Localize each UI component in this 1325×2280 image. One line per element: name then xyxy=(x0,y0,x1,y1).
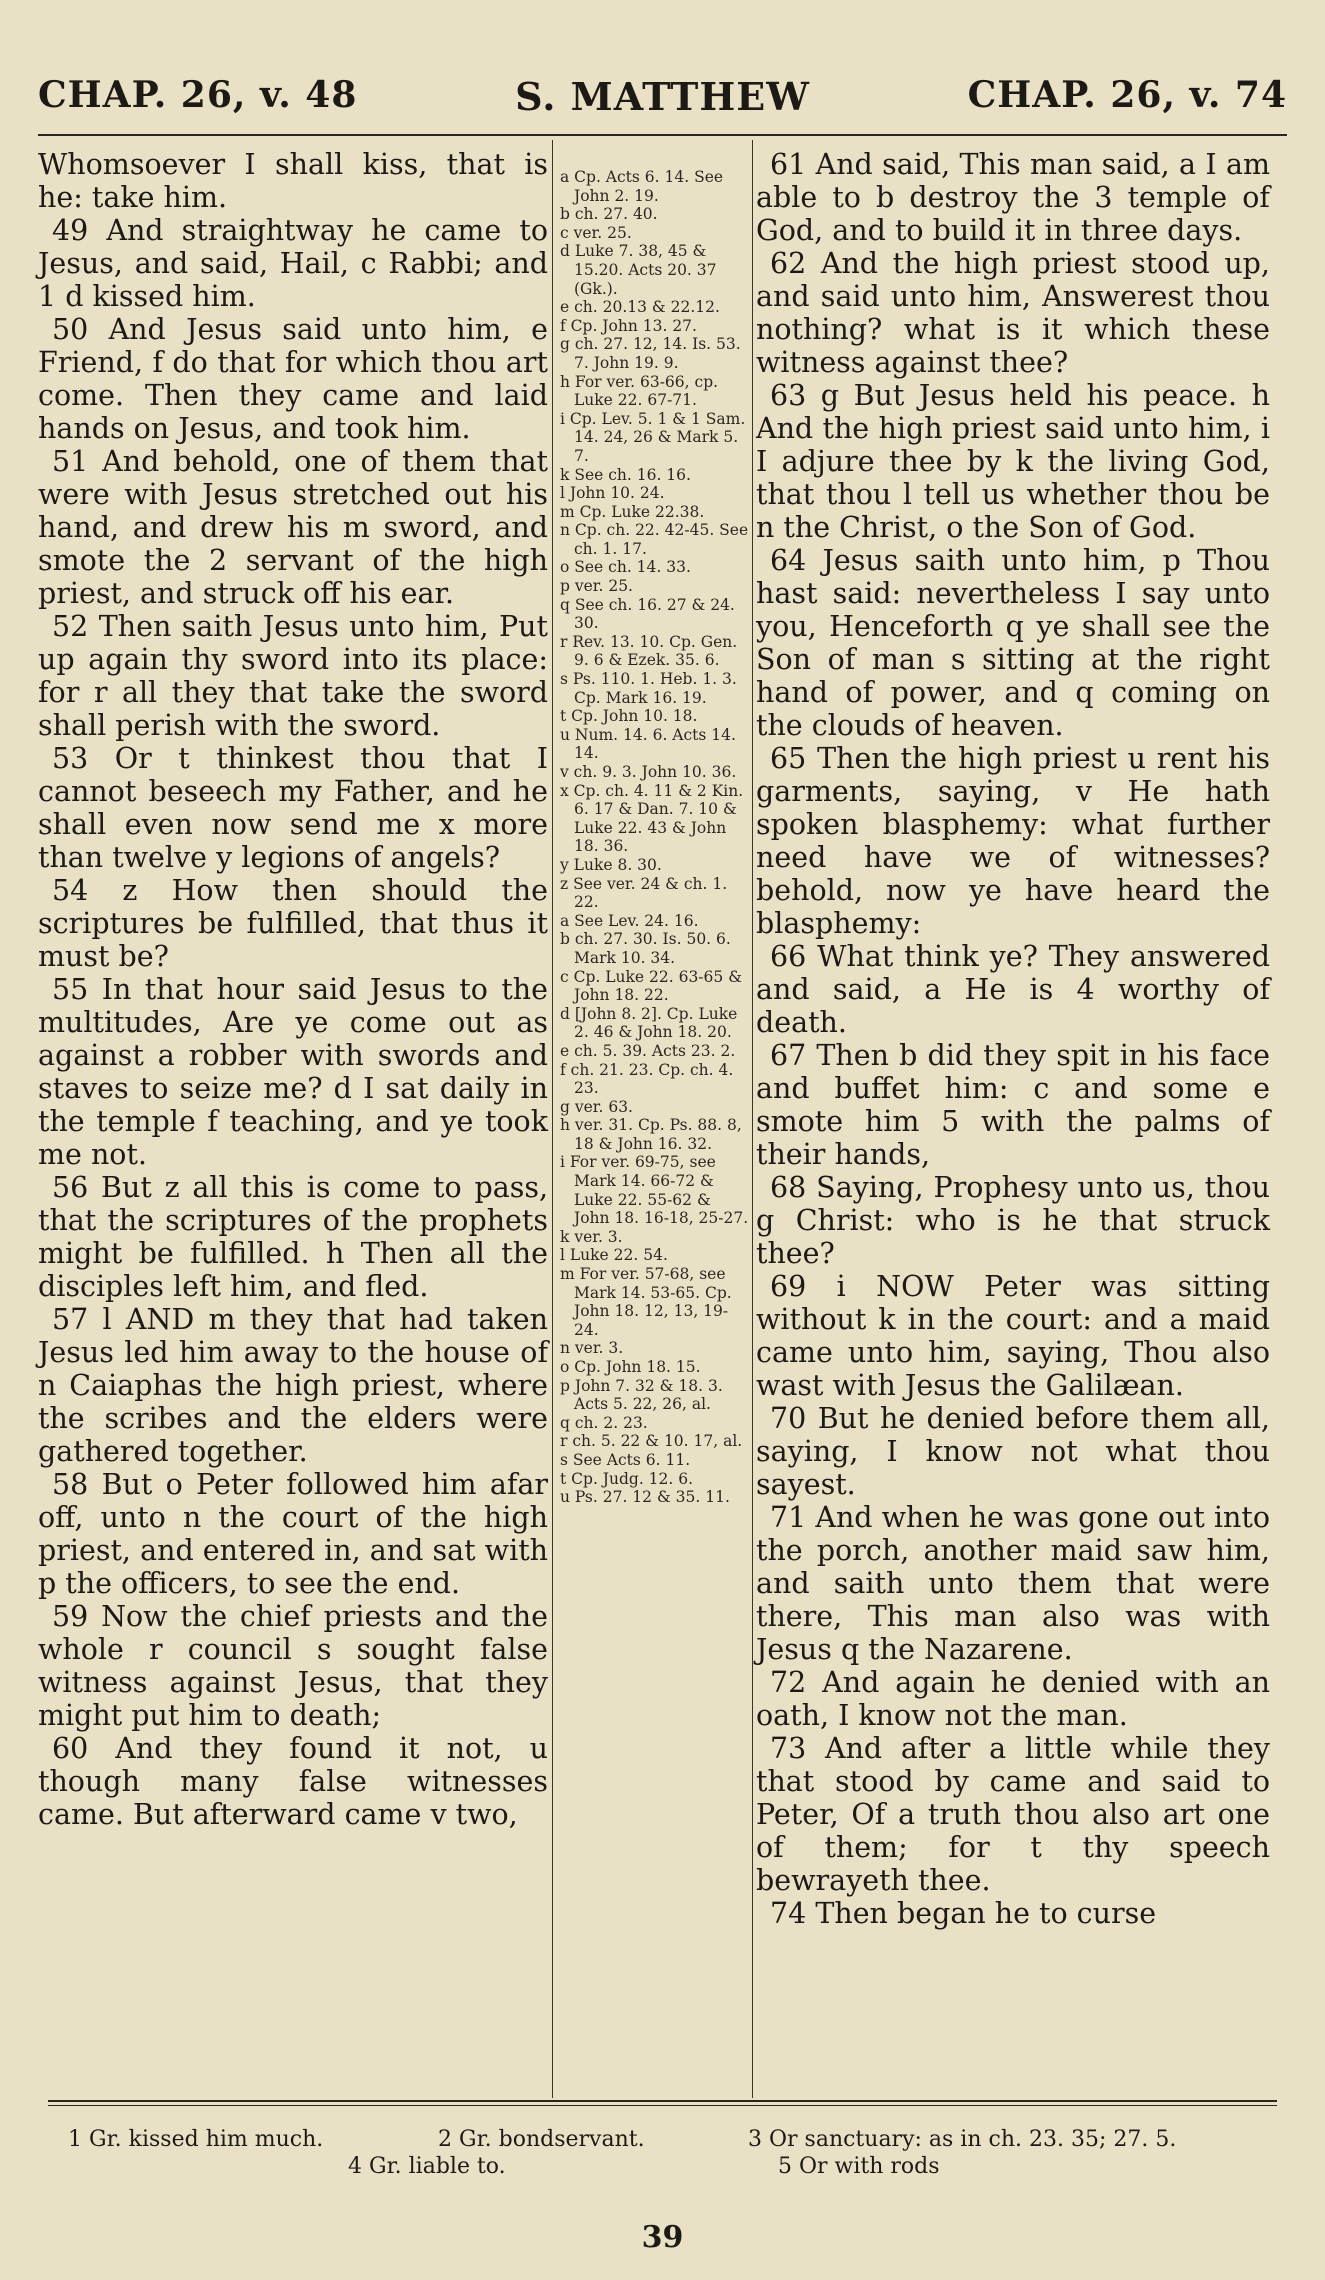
verse: 61 And said, This man said, a I am able to b destroy the 3 temple of God, and to build it in three days. xyxy=(756,148,1270,247)
cross-reference: r Rev. 13. 10. Cp. Gen. 9. 6 & Ezek. 35. 6. xyxy=(560,632,738,670)
left-text-column xyxy=(38,148,548,1831)
cross-reference: t Cp. Judg. 12. 6. xyxy=(560,1469,694,1488)
cross-reference: k ver. 3. xyxy=(560,1227,623,1246)
verse: 68 Saying, Prophesy unto us, thou g Christ: who is he that struck thee? xyxy=(756,1171,1270,1270)
verse: 56 But z all this is come to pass, that the scriptures of the prophets might be fulfilled. h Then all the disciples left him, and fled. xyxy=(38,1171,548,1303)
verse: 66 What think ye? They answered and said, a He is 4 worthy of death. xyxy=(756,940,1270,1039)
footnote-rule xyxy=(48,2100,1277,2102)
cross-reference: q ch. 2. 23. xyxy=(560,1413,648,1432)
cross-reference: m For ver. 57-68, see Mark 14. 53-65. Cp. John 18. 12, 13, 19-24. xyxy=(560,1265,732,1339)
verse: 54 z How then should the scriptures be fulfilled, that thus it must be? xyxy=(38,874,548,973)
cross-reference: z See ver. 24 & ch. 1. 22. xyxy=(560,874,728,912)
footnote: 4 Gr. liable to. xyxy=(348,2154,506,2179)
verse: 64 Jesus saith unto him, p Thou hast said: nevertheless I say unto you, Henceforth q ye shall see the Son of man s sitting at the right hand of power, and q coming on the clouds of heaven. xyxy=(756,544,1270,742)
verse: 67 Then b did they spit in his face and buffet him: c and some e smote him 5 with the palms of their hands, xyxy=(756,1039,1270,1171)
cross-references-column xyxy=(560,168,750,1507)
cross-reference: c Cp. Luke 22. 63-65 & John 18. 22. xyxy=(560,967,742,1005)
footnote: 1 Gr. kissed him much. xyxy=(68,2127,324,2152)
header-right: CHAP. 26, v. 74 xyxy=(967,74,1287,116)
verse: Whomsoever I shall kiss, that is he: take him. xyxy=(38,148,548,214)
verse: 58 But o Peter followed him afar off, unto n the court of the high priest, and entered in, and sat with p the officers, to see the end. xyxy=(38,1468,548,1600)
cross-reference: s Ps. 110. 1. Heb. 1. 3. Cp. Mark 16. 19. xyxy=(560,670,737,707)
verse: 71 And when he was gone out into the porch, another maid saw him, and saith unto them that were there, This man also was with Jesus q the Nazarene. xyxy=(756,1501,1270,1666)
cross-reference: g ver. 63. xyxy=(560,1097,633,1116)
cross-reference: a Cp. Acts 6. 14. See John 2. 19. xyxy=(560,168,724,205)
cross-reference: d Luke 7. 38, 45 & 15.20. Acts 20. 37 (Gk.). xyxy=(560,242,717,298)
cross-reference: x Cp. ch. 4. 11 & 2 Kin. 6. 17 & Dan. 7. 10 & Luke 22. 43 & John 18. 36. xyxy=(560,781,744,856)
cross-reference: h For ver. 63-66, cp. Luke 22. 67-71. xyxy=(560,372,719,410)
header-left: CHAP. 26, v. 48 xyxy=(38,74,358,116)
verse: 53 Or t thinkest thou that I cannot beseech my Father, and he shall even now send me x more than twelve y legions of angels? xyxy=(38,742,548,874)
header-rule xyxy=(38,134,1287,136)
column-divider-left xyxy=(552,140,553,2098)
cross-reference: o See ch. 14. 33. xyxy=(560,558,691,577)
verse: 55 In that hour said Jesus to the multitudes, Are ye come out as against a robber with swords and staves to seize me? d I sat daily in the temple f teaching, and ye took me not. xyxy=(38,973,548,1171)
verse: 63 g But Jesus held his peace. h And the high priest said unto him, i I adjure thee by k the living God, that thou l tell us whether thou be n the Christ, o the Son of God. xyxy=(756,379,1270,544)
cross-reference: n ver. 3. xyxy=(560,1339,624,1358)
footnote: 3 Or sanctuary: as in ch. 23. 35; 27. 5. xyxy=(748,2127,1177,2152)
cross-reference: l Luke 22. 54. xyxy=(560,1246,668,1265)
cross-reference: v ch. 9. 3. John 10. 36. xyxy=(560,763,737,781)
cross-reference: f ch. 21. 23. Cp. ch. 4. 23. xyxy=(560,1060,734,1098)
verse: 57 l AND m they that had taken Jesus led him away to the house of n Caiaphas the high priest, where the scribes and the elders were gathered together. xyxy=(38,1303,548,1468)
verse: 62 And the high priest stood up, and said unto him, Answerest thou nothing? what is it which these witness against thee? xyxy=(756,247,1270,379)
verse: 60 And they found it not, u though many false witnesses came. But afterward came v two, xyxy=(38,1732,548,1831)
footnote-rule-thin xyxy=(48,2105,1277,2106)
cross-reference: h ver. 31. Cp. Ps. 88. 8, 18 & John 16. 32. xyxy=(560,1116,742,1153)
verse: 69 i NOW Peter was sitting without k in the court: and a maid came unto him, saying, Thou also wast with Jesus the Galilæan. xyxy=(756,1270,1270,1402)
cross-reference: a See Lev. 24. 16. xyxy=(560,911,699,930)
cross-reference: s See Acts 6. 11. xyxy=(560,1450,691,1469)
cross-reference: u Num. 14. 6. Acts 14. 14. xyxy=(560,725,736,763)
cross-reference: g ch. 27. 12, 14. Is. 53. 7. John 19. 9. xyxy=(560,335,741,372)
right-text-column xyxy=(756,148,1270,1930)
cross-reference: e ch. 5. 39. Acts 23. 2. xyxy=(560,1041,736,1060)
cross-reference: d [John 8. 2]. Cp. Luke 2. 46 & John 18. 20. xyxy=(560,1004,738,1042)
cross-reference: b ch. 27. 30. Is. 50. 6. Mark 10. 34. xyxy=(560,930,731,967)
cross-reference: r ch. 5. 22 & 10. 17, al. xyxy=(560,1432,743,1451)
cross-reference: o Cp. John 18. 15. xyxy=(560,1358,701,1376)
column-divider-right xyxy=(752,140,753,2098)
cross-reference: t Cp. John 10. 18. xyxy=(560,707,698,726)
verse: 52 Then saith Jesus unto him, Put up again thy sword into its place: for r all they that take the sword shall perish with the sword. xyxy=(38,610,548,742)
cross-reference: b ch. 27. 40. xyxy=(560,205,658,224)
header-book-title: S. MATTHEW xyxy=(515,74,810,119)
verse: 72 And again he denied with an oath, I know not the man. xyxy=(756,1666,1270,1732)
cross-reference: q See ch. 16. 27 & 24. 30. xyxy=(560,595,735,633)
footnote: 5 Or with rods xyxy=(778,2154,940,2179)
page-number: 39 xyxy=(641,2220,684,2255)
verse: 49 And straightway he came to Jesus, and said, Hail, c Rabbi; and 1 d kissed him. xyxy=(38,214,548,313)
cross-reference: p John 7. 32 & 18. 3. Acts 5. 22, 26, al. xyxy=(560,1376,723,1414)
cross-reference: c ver. 25. xyxy=(560,223,632,242)
verse: 70 But he denied before them all, saying, I know not what thou sayest. xyxy=(756,1402,1270,1501)
cross-reference: i Cp. Lev. 5. 1 & 1 Sam. 14. 24, 26 & Mark 5. 7. xyxy=(560,409,746,465)
cross-reference: e ch. 20.13 & 22.12. xyxy=(560,298,720,317)
footnotes xyxy=(48,2126,1277,2186)
cross-reference: u Ps. 27. 12 & 35. 11. xyxy=(560,1488,730,1507)
verse: 59 Now the chief priests and the whole r council s sought false witness against Jesus, that they might put him to death; xyxy=(38,1600,548,1732)
verse: 74 Then began he to curse xyxy=(770,1897,1157,1930)
cross-reference: i For ver. 69-75, see Mark 14. 66-72 & Luke 22. 55-62 & John 18. 16-18, 25-27. xyxy=(560,1153,749,1228)
verse: 50 And Jesus said unto him, e Friend, f do that for which thou art come. Then they came and laid hands on Jesus, and took him. xyxy=(38,313,548,445)
verse: 65 Then the high priest u rent his garments, saying, v He hath spoken blasphemy: what further need have we of witnesses? behold, now ye have heard the blasphemy: xyxy=(756,742,1270,940)
cross-reference: l John 10. 24. xyxy=(560,484,665,503)
cross-reference: k See ch. 16. 16. xyxy=(560,465,691,484)
verse: 73 And after a little while they that stood by came and said to Peter, Of a truth thou also art one of them; for t thy speech bewrayeth thee. xyxy=(756,1732,1270,1897)
cross-reference: p ver. 25. xyxy=(560,577,633,596)
cross-reference: n Cp. ch. 22. 42-45. See ch. 1. 17. xyxy=(560,521,749,558)
verse: 51 And behold, one of them that were with Jesus stretched out his hand, and drew his m sword, and smote the 2 servant of the high priest, and struck off his ear. xyxy=(38,445,548,610)
cross-reference: y Luke 8. 30. xyxy=(560,855,662,874)
cross-reference: f Cp. John 13. 27. xyxy=(560,316,697,335)
running-header xyxy=(38,74,1287,134)
cross-reference: m Cp. Luke 22.38. xyxy=(560,502,705,521)
footnote: 2 Gr. bondservant. xyxy=(438,2127,645,2152)
